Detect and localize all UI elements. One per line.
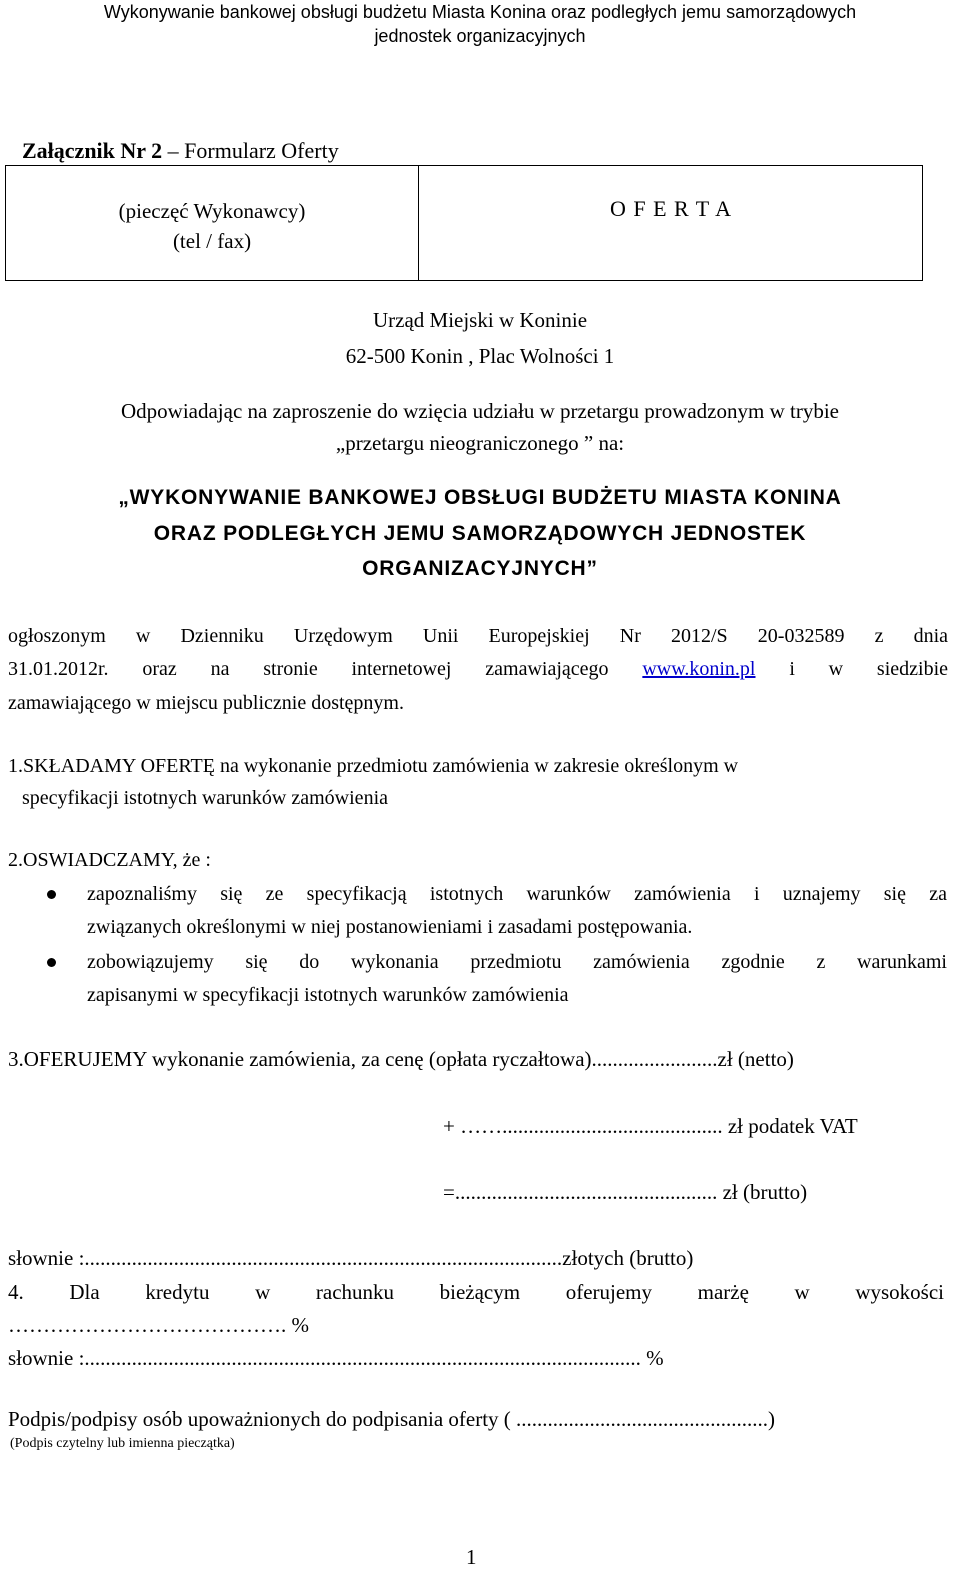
offer-heading: O F E R T A [609, 196, 733, 221]
bullet-dot-1 [47, 890, 56, 899]
konin-website-link[interactable]: www.konin.pl [642, 658, 756, 680]
intro-line-1: Odpowiadając na zaproszenie do wzięcia udziału w przetargu prowadzonym w trybie [121, 399, 839, 423]
gross-line: =.................................................. zł (brutto) [443, 1180, 808, 1204]
intro-line-2: „przetargu nieograniczonego ” na: [335, 431, 625, 455]
offer-header-box [5, 165, 923, 281]
stamp-label: (pieczęć Wykonawcy) [118, 199, 306, 223]
addressee-address: 62-500 Konin , Plac Wolności 1 [345, 344, 615, 368]
announcement-line-1: ogłoszonym w Dzienniku Urzędowym Unii Europejskiej Nr 2012/S 20-032589 z dnia [8, 625, 948, 647]
subject-line-1: „WYKONYWANIE BANKOWEJ OBSŁUGI BUDŻETU MIASTA KONINA [118, 486, 842, 509]
subject-line-2: ORAZ PODLEGŁYCH JEMU SAMORZĄDOWYCH JEDNOSTEK [153, 522, 807, 545]
announcement-date-text: 31.01.2012r. oraz na stronie internetowej zamawiającego [8, 658, 609, 680]
section-4-margin-line: 4. Dla kredytu w rachunku bieżącym oferujemy marżę w wysokości [8, 1280, 944, 1304]
signature-note: (Podpis czytelny lub imienna pieczątka) [10, 1436, 235, 1451]
announcement-line-2 [8, 658, 948, 681]
announcement-line-3: zamawiającego w miejscu publicznie dostępnym. [8, 692, 404, 714]
section-1-line-1: 1.SKŁADAMY OFERTĘ na wykonanie przedmiotu zamówienia w zakresie określonym w [8, 755, 739, 777]
vat-line: + …….......................................... zł podatek VAT [443, 1114, 858, 1138]
margin-in-words-line: słownie :.......................................................................................................... % [8, 1346, 664, 1370]
subject-line-3: ORGANIZACYJNYCH” [362, 557, 598, 580]
annex-title [22, 138, 339, 164]
page-number: 1 [466, 1545, 477, 1569]
contractor-stamp-area [6, 196, 418, 256]
bullet-dot-2 [47, 958, 56, 967]
amount-in-words-line: słownie :...........................................................................................złotych (brutto) [8, 1246, 694, 1270]
addressee-name: Urząd Miejski w Koninie [372, 308, 588, 332]
bullet-1-line-2: związanych określonymi w niej postanowieniami i zasadami postępowania. [87, 916, 693, 938]
document-header [0, 0, 960, 48]
header-line-2: jednostek organizacyjnych [374, 26, 586, 46]
section-3-net-price: 3.OFERUJEMY wykonanie zamówienia, za cenę (opłata ryczałtowa)........................zł (netto) [8, 1047, 794, 1071]
annex-form-name: – Formularz Oferty [162, 138, 339, 163]
announcement-seat-text: i w siedzibie [789, 658, 949, 680]
margin-value-line: …………………………………. % [8, 1313, 309, 1337]
box-divider [418, 166, 419, 280]
bullet-2-line-1: zobowiązujemy się do wykonania przedmiotu zamówienia zgodnie z warunkami [87, 951, 947, 973]
section-1-line-2: specyfikacji istotnych warunków zamówienia [22, 787, 388, 809]
header-line-1: Wykonywanie bankowej obsługi budżetu Miasta Konina oraz podległych jemu samorządowych [103, 2, 857, 22]
phone-fax-label: (tel / fax) [172, 229, 252, 253]
signature-line: Podpis/podpisy osób upoważnionych do podpisania oferty ( ................................................) [8, 1407, 776, 1431]
bullet-2-line-2: zapisanymi w specyfikacji istotnych warunków zamówienia [87, 984, 569, 1006]
section-2-heading: 2.OSWIADCZAMY, że : [8, 849, 211, 871]
bullet-1-line-1: zapoznaliśmy się ze specyfikacją istotnych warunków zamówienia i uznajemy się za [87, 883, 947, 905]
annex-number: Załącznik Nr 2 [22, 138, 163, 163]
